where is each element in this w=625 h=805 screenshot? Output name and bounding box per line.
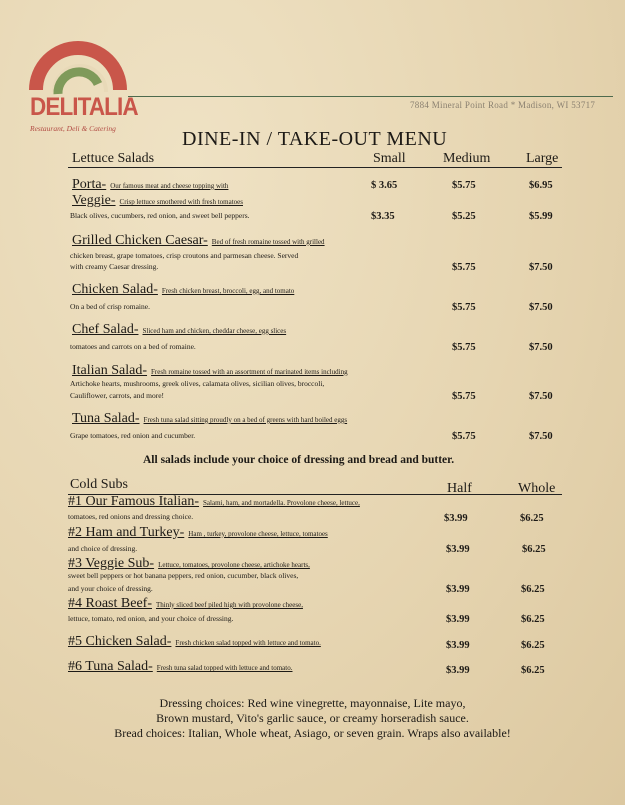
- menu-item-name: Tuna Salad- Fresh tuna salad sitting proudly on a bed of greens with hard boiled eggs: [72, 411, 348, 426]
- price-medium: $5.75: [452, 431, 476, 442]
- price-whole: $6.25: [521, 640, 545, 651]
- menu-item-desc: tomatoes and carrots on a bed of romaine.: [70, 342, 196, 351]
- menu-item-desc: lettuce, tomato, red onion, and your choice of dressing.: [68, 614, 234, 623]
- price-whole: $6.25: [521, 584, 545, 595]
- menu-item-name: Grilled Chicken Caesar- Bed of fresh romaine tossed with grilled: [72, 233, 325, 248]
- menu-item-desc: sweet bell peppers or hot banana peppers, red onion, cucumber, black olives,: [68, 571, 299, 580]
- salads-rule: [68, 167, 562, 168]
- menu-item-desc: On a bed of crisp romaine.: [70, 302, 150, 311]
- col-half: Half: [447, 481, 472, 496]
- menu-item-name: Porta- Our famous meat and cheese topping with: [72, 177, 229, 192]
- menu-item-desc: chicken breast, grape tomatoes, crisp croutons and parmesan cheese. Served: [70, 251, 299, 260]
- price-half: $3.99: [446, 614, 470, 625]
- price-large: $7.50: [529, 302, 553, 313]
- price-large: $7.50: [529, 262, 553, 273]
- subs-heading: Cold Subs: [70, 477, 128, 492]
- menu-item-desc: tomatoes, red onions and dressing choice.: [68, 512, 194, 521]
- menu-item-name: #5 Chicken Salad- Fresh chicken salad topped with lettuce and tomato.: [68, 634, 321, 649]
- price-medium: $5.75: [452, 391, 476, 402]
- brand-name: DELITALIA: [30, 93, 138, 121]
- price-whole: $6.25: [522, 544, 546, 555]
- page-title: DINE-IN / TAKE-OUT MENU: [182, 128, 448, 150]
- price-small: $ 3.65: [371, 180, 398, 191]
- price-medium: $5.75: [452, 342, 476, 353]
- price-large: $7.50: [529, 431, 553, 442]
- menu-item-name: #3 Veggie Sub- Lettuce, tomatoes, provolone cheese, artichoke hearts,: [68, 556, 310, 571]
- price-medium: $5.75: [452, 262, 476, 273]
- menu-item-desc: Artichoke hearts, mushrooms, greek olives, calamata olives, sicilian olives, broccoli,: [70, 379, 325, 388]
- menu-item-name: Chef Salad- Sliced ham and chicken, cheddar cheese, egg slices: [72, 322, 287, 337]
- menu-item-name: #1 Our Famous Italian- Salami, ham, and mortadella. Provolone cheese, lettuce,: [68, 494, 360, 509]
- price-half: $3.99: [444, 513, 468, 524]
- price-medium: $5.75: [452, 302, 476, 313]
- col-small: Small: [373, 151, 406, 166]
- brand-tagline: Restaurant, Deli & Catering: [30, 124, 116, 133]
- menu-item-desc: with creamy Caesar dressing.: [70, 262, 159, 271]
- price-whole: $6.25: [521, 665, 545, 676]
- col-whole: Whole: [518, 481, 556, 496]
- col-medium: Medium: [443, 151, 491, 166]
- col-large: Large: [526, 151, 559, 166]
- salads-note: All salads include your choice of dressing and bread and butter.: [143, 454, 455, 466]
- menu-item-name: Chicken Salad- Fresh chicken breast, broccoli, egg, and tomato: [72, 282, 295, 297]
- menu-item-desc: Grape tomatoes, red onion and cucumber.: [70, 431, 196, 440]
- dressing-choices: Dressing choices: Red wine vinegrette, mayonnaise, Lite mayo,: [159, 696, 466, 710]
- price-half: $3.99: [446, 640, 470, 651]
- price-half: $3.99: [446, 665, 470, 676]
- salads-heading: Lettuce Salads: [72, 151, 155, 166]
- price-medium: $5.25: [452, 211, 476, 222]
- menu-item-desc: Black olives, cucumbers, red onion, and sweet bell peppers.: [70, 211, 250, 220]
- price-large: $5.99: [529, 211, 553, 222]
- price-large: $7.50: [529, 391, 553, 402]
- address: 7884 Mineral Point Road * Madison, WI 53717: [410, 100, 596, 110]
- header-divider: [128, 96, 613, 97]
- menu-item-name: Veggie- Crisp lettuce smothered with fresh tomatoes: [72, 193, 243, 208]
- price-medium: $5.75: [452, 180, 476, 191]
- menu-item-name: #6 Tuna Salad- Fresh tuna salad topped with lettuce and tomato.: [68, 659, 293, 674]
- price-small: $3.35: [371, 211, 395, 222]
- price-large: $6.95: [529, 180, 553, 191]
- bread-choices: Bread choices: Italian, Whole wheat, Asiago, or seven grain. Wraps also available!: [114, 726, 511, 740]
- menu-item-name: #4 Roast Beef- Thinly sliced beef piled high with provolone cheese,: [68, 596, 303, 611]
- dressing-choices-2: Brown mustard, Vito's garlic sauce, or creamy horseradish sauce.: [156, 711, 469, 725]
- menu-item-name: #2 Ham and Turkey- Ham , turkey, provolone cheese, lettuce, tomatoes: [68, 525, 328, 540]
- price-whole: $6.25: [521, 614, 545, 625]
- menu-item-desc: and your choice of dressing.: [68, 584, 153, 593]
- price-large: $7.50: [529, 342, 553, 353]
- menu-item-desc: Cauliflower, carrots, and more!: [70, 391, 165, 400]
- menu-item-name: Italian Salad- Fresh romaine tossed with an assortment of marinated items including: [72, 363, 348, 378]
- price-half: $3.99: [446, 544, 470, 555]
- price-whole: $6.25: [520, 513, 544, 524]
- price-half: $3.99: [446, 584, 470, 595]
- menu-item-desc: and choice of dressing.: [68, 544, 138, 553]
